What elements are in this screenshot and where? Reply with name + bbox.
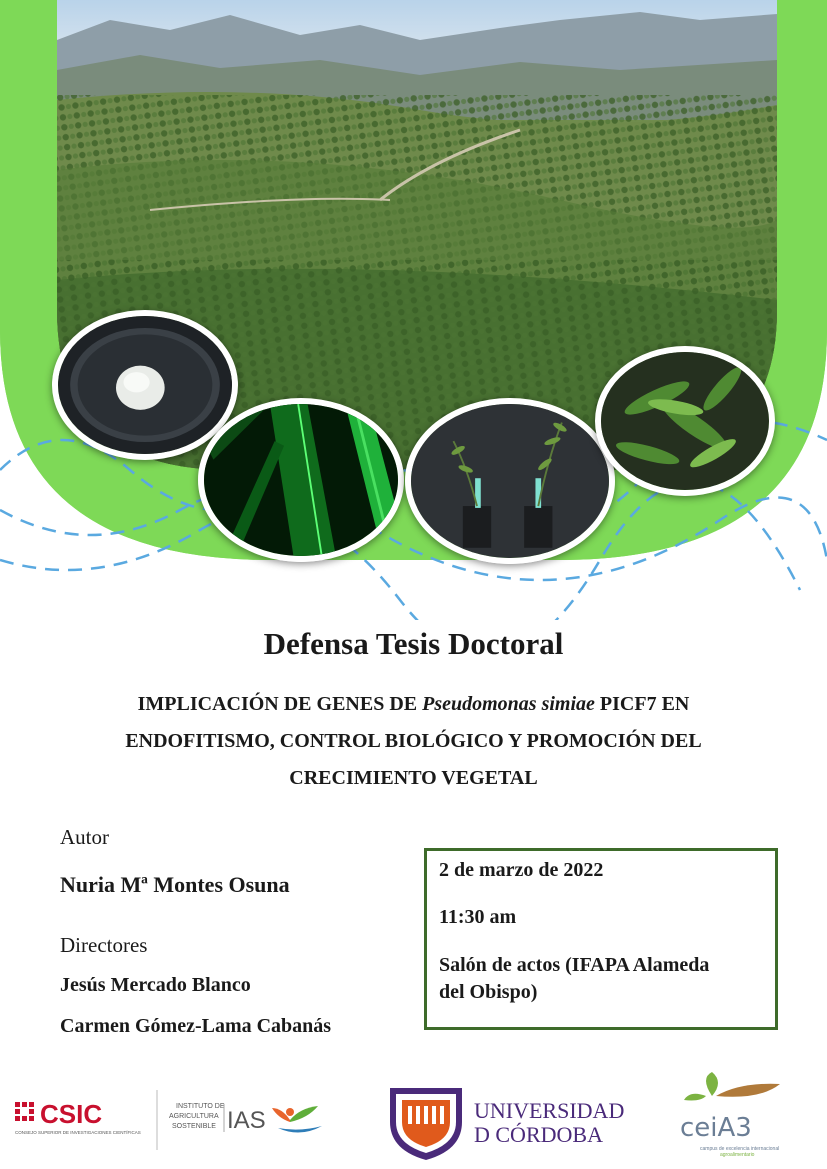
species-name: Pseudomonas simiae xyxy=(422,693,595,715)
ias-text: IAS xyxy=(227,1107,266,1134)
microscopy-root-photo xyxy=(198,398,404,562)
ceia3-text: ceiA3 xyxy=(680,1113,752,1143)
csic-text: CSIC xyxy=(40,1099,103,1129)
author-name: Nuria Mª Montes Osuna xyxy=(60,872,290,897)
thesis-title xyxy=(60,686,767,797)
event-details-box xyxy=(424,848,778,1030)
ias-logo xyxy=(169,1103,322,1134)
potted-plants-photo xyxy=(405,398,615,564)
event-title: Defensa Tesis Doctoral xyxy=(263,626,564,661)
event-place: Salón de actos (IFAPA Alameda xyxy=(439,954,710,976)
svg-text:AGRICULTURA: AGRICULTURA xyxy=(169,1113,219,1120)
event-date: 2 de marzo de 2022 xyxy=(439,859,604,881)
thesis-title-line-2: ENDOFITISMO, CONTROL BIOLÓGICO Y PROMOCIÓN DEL xyxy=(125,730,702,752)
event-place: del Obispo) xyxy=(439,981,538,1003)
thesis-title-line-1: IMPLICACIÓN DE GENES DE Pseudomonas simiae PICF7 EN xyxy=(137,693,690,715)
plant-leaves-photo xyxy=(595,346,775,496)
director-name: Jesús Mercado Blanco xyxy=(60,974,251,996)
thesis-title-line-3: CRECIMIENTO VEGETAL xyxy=(289,767,538,789)
directors-label: Directores xyxy=(60,933,148,957)
svg-text:agroalimentario: agroalimentario xyxy=(720,1152,755,1158)
uco-logo xyxy=(390,1088,624,1160)
event-time: 11:30 am xyxy=(439,906,517,928)
uco-text-line-1: UNIVERSIDAD xyxy=(474,1098,625,1123)
csic-logo xyxy=(15,1099,141,1135)
svg-text:campus de excelencia internaci: campus de excelencia internacional xyxy=(700,1146,780,1152)
uco-text-line-2: D CÓRDOBA xyxy=(474,1122,603,1147)
author-label: Autor xyxy=(60,825,109,849)
sponsor-logos xyxy=(0,1060,827,1169)
svg-text:SOSTENIBLE: SOSTENIBLE xyxy=(172,1123,216,1130)
ceia3-logo xyxy=(680,1072,780,1158)
director-name: Carmen Gómez-Lama Cabanás xyxy=(60,1015,332,1037)
csic-subtext: CONSEJO SUPERIOR DE INVESTIGACIONES CIENTÍFICAS xyxy=(15,1130,141,1135)
svg-text:INSTITUTO DE: INSTITUTO DE xyxy=(176,1103,225,1110)
